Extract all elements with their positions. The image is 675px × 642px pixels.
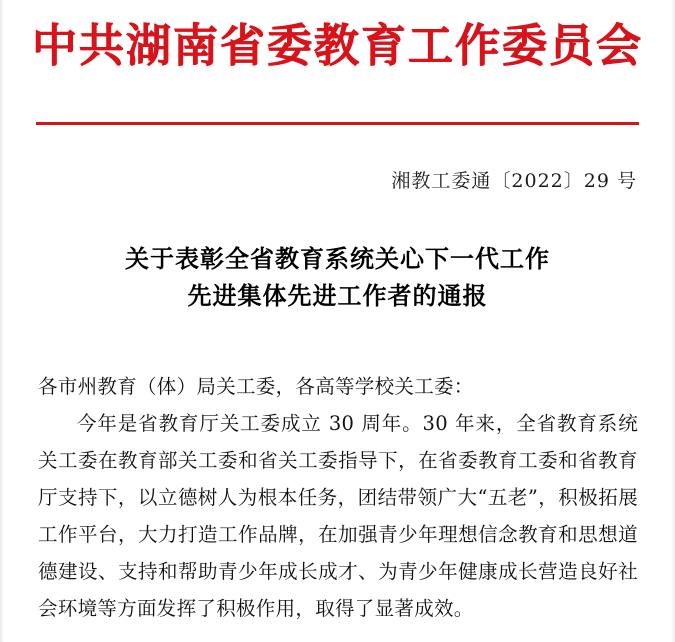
red-divider-rule: [36, 122, 639, 125]
page-title-line-1: 关于表彰全省教育系统关心下一代工作: [125, 244, 550, 273]
document-body: [38, 368, 638, 627]
salutation: 各市州教育（体）局关工委，各高等学校关工委：: [38, 375, 474, 398]
page-edge-right: [671, 0, 675, 642]
masthead-title: 中共湖南省委教育工作委员会: [31, 19, 643, 72]
page-title-line-2: 先进集体先进工作者的通报: [187, 281, 488, 311]
masthead: [0, 18, 675, 74]
body-paragraph-1: 今年是省教育厅关工委成立 30 周年。30 年来，全省教育系统关工委在教育部关工委和省关工委指导下，在省委教育工委和省教育厅支持下，以立德树人为根本任务，团结带领广大“五老”，积极拓展工作平台，大力打造工作品牌，在加强青少年理想信念教育和思想道德建设、支持和帮助青少年成长成才、为青少年健康成长营造良好社会环境等方面发挥了积极作用，取得了显著成效。: [38, 412, 638, 621]
page-edge-left: [0, 0, 4, 642]
document-number: 湘教工委通〔2022〕29 号: [391, 170, 637, 192]
page-title: [0, 240, 675, 314]
